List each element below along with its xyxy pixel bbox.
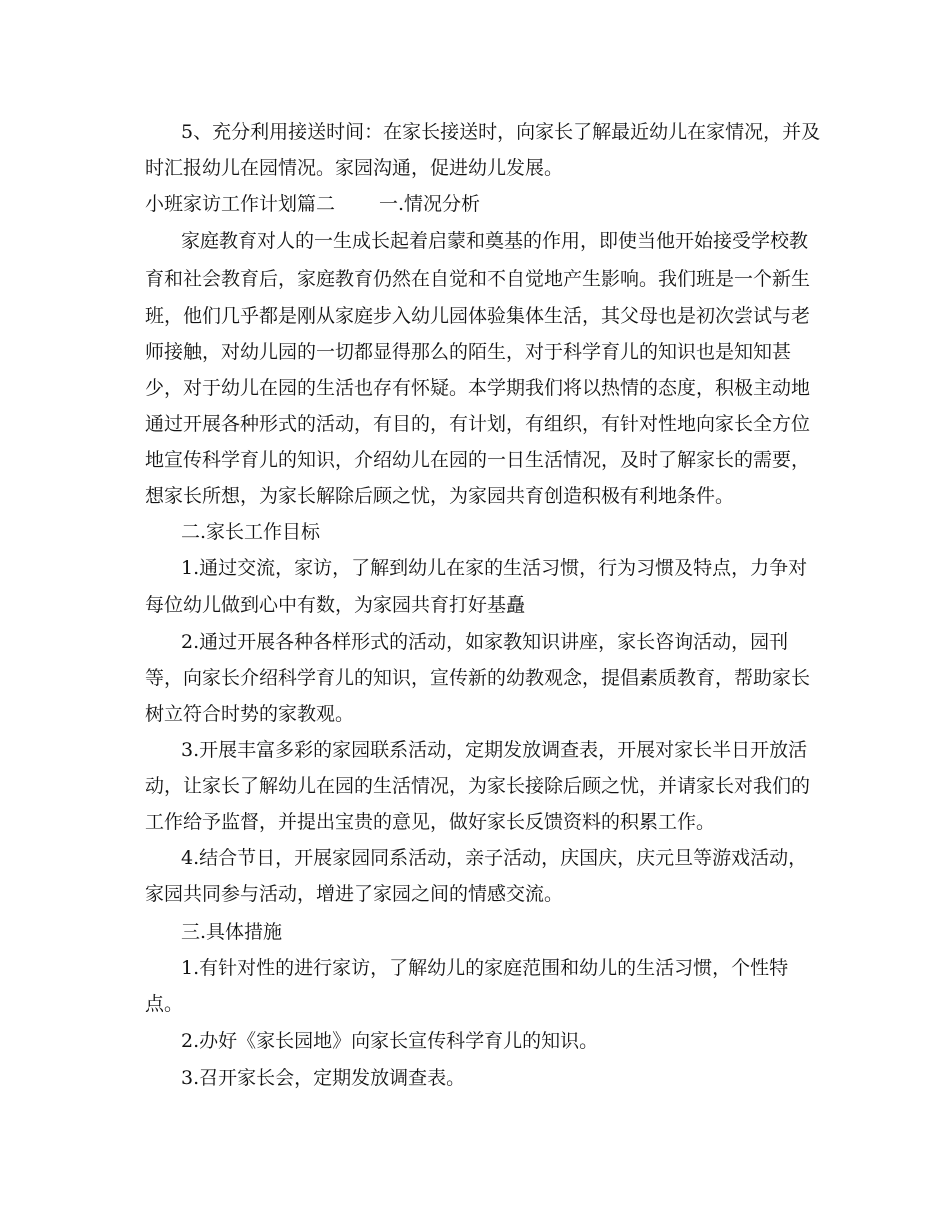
section-heading: 一.情况分析: [379, 193, 481, 215]
paragraph-line: 工作给予监督，并提出宝贵的意见，做好家长反馈资料的积累工作。: [145, 811, 716, 833]
paragraph-line: 想家长所想，为家长解除后顾之忧，为家园共育创造积极有利地条件。: [145, 485, 735, 507]
paragraph-line: 地宣传科学育儿的知识，介绍幼儿在园的一日生活情况，及时了解家长的需要，: [145, 449, 811, 471]
paragraph-line: 3.召开家长会，定期发放调查表。: [181, 1067, 466, 1089]
paragraph-line: 育和社会教育后，家庭教育仍然在自觉和不自觉地产生影响。我们班是一个新生: [145, 268, 811, 290]
paragraph-line: 家庭教育对人的一生成长起着启蒙和奠基的作用，即使当他开始接受学校教: [181, 230, 809, 252]
article-title: 小班家访工作计划篇二: [145, 193, 336, 215]
paragraph-line: 4.结合节日，开展家园同系活动，亲子活动，庆国庆，庆元旦等游戏活动，: [181, 847, 808, 869]
paragraph-line: 2.办好《家长园地》向家长宣传科学育儿的知识。: [181, 1030, 599, 1052]
section-heading: 三.具体措施: [181, 921, 283, 943]
paragraph-line: 3.开展丰富多彩的家园联系活动，定期发放调查表，开展对家长半日开放活: [181, 739, 808, 761]
paragraph-line: 1.有针对性的进行家访，了解幼儿的家庭范围和幼儿的生活习惯，个性特: [181, 957, 789, 979]
paragraph-line: 师接触，对幼儿园的一切都显得那么的陌生，对于科学育儿的知识也是知知甚: [145, 341, 792, 363]
section-title-line: [145, 192, 480, 216]
paragraph-line: 1.通过交流，家访，了解到幼儿在家的生活习惯，行为习惯及特点，力争对: [181, 557, 808, 579]
paragraph-line: 动，让家长了解幼儿在园的生活情况，为家长接除后顾之忧，并请家长对我们的: [145, 775, 811, 797]
paragraph-line: 树立符合时势的家教观。: [145, 703, 355, 725]
paragraph-line: 班，他们几乎都是刚从家庭步入幼儿园体验集体生活，其父母也是初次尝试与老: [145, 305, 811, 327]
paragraph-line: 点。: [145, 993, 184, 1015]
paragraph-line: 每位幼儿做到心中有数，为家园共育打好基矗: [145, 594, 526, 616]
paragraph-line: 等，向家长介绍科学育儿的知识，宣传新的幼教观念，提倡素质教育，帮助家长: [145, 667, 811, 689]
paragraph-line: 少，对于幼儿在园的生活也存有怀疑。本学期我们将以热情的态度，积极主动地: [145, 377, 811, 399]
paragraph-line: 时汇报幼儿在园情况。家园沟通，促进幼儿发展。: [145, 157, 564, 179]
paragraph-line: 5、充分利用接送时间：在家长接送时，向家长了解最近幼儿在家情况，并及: [181, 121, 821, 143]
section-heading: 二.家长工作目标: [181, 521, 321, 543]
paragraph-line: 家园共同参与活动，增进了家园之间的情感交流。: [145, 883, 564, 905]
paragraph-line: 2.通过开展各种各样形式的活动，如家教知识讲座，家长咨询活动，园刊: [181, 631, 789, 653]
paragraph-line: 通过开展各种形式的活动，有目的，有计划，有组织，有针对性地向家长全方位: [145, 413, 811, 435]
